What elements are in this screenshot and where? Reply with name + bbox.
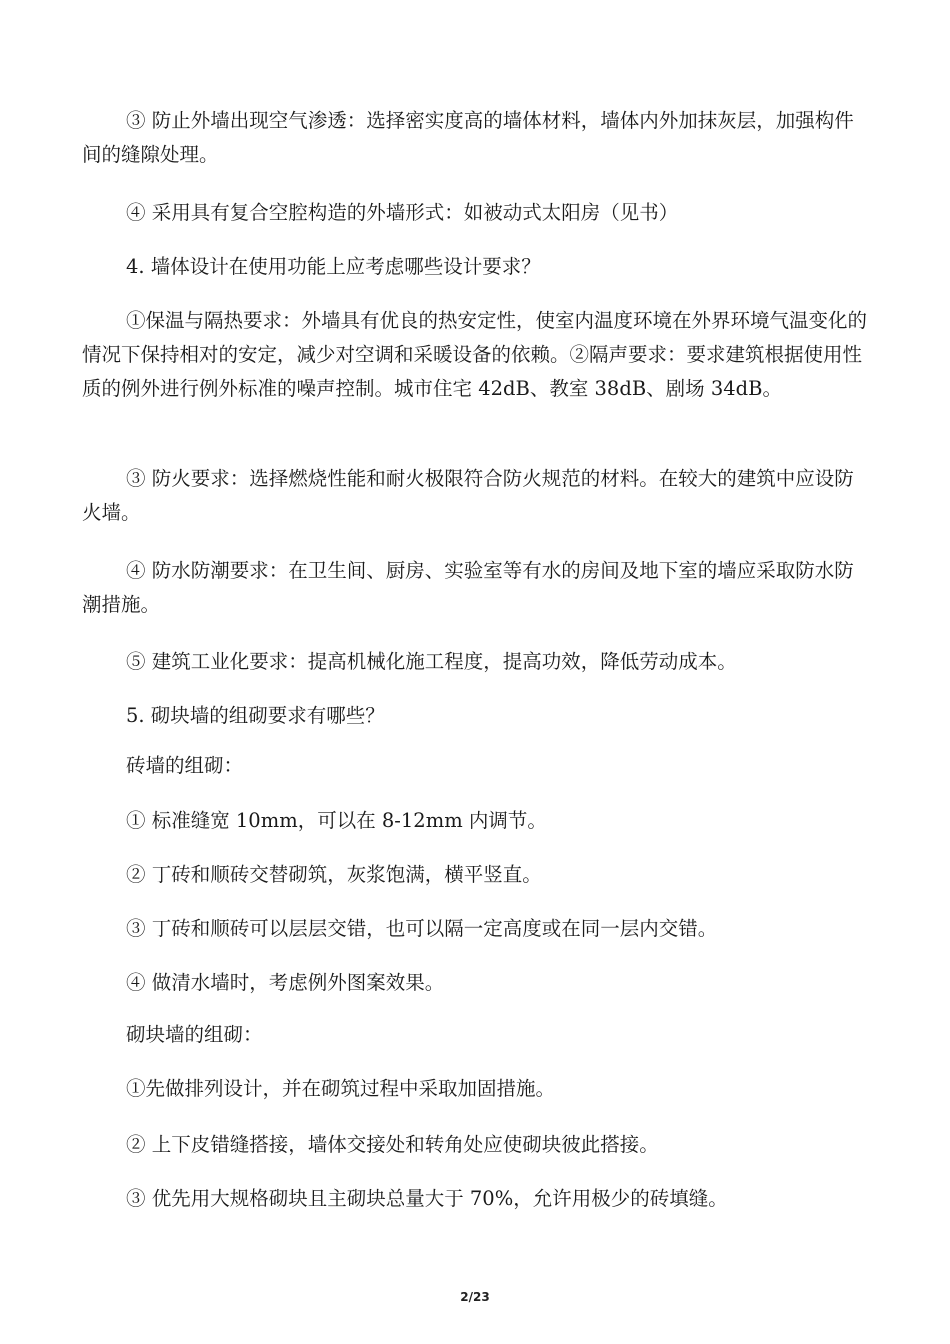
block-rule-2: ② 上下皮错缝搭接，墙体交接处和转角处应使砌块彼此搭接。 [126, 1133, 659, 1156]
paragraph-waterproof: ④ 防水防潮要求：在卫生间、厨房、实验室等有水的房间及地下室的墙应采取防水防潮措施。 [82, 559, 854, 616]
brick-rule-3: ③ 丁砖和顺砖可以层层交错，也可以隔一定高度或在同一层内交错。 [126, 917, 718, 940]
paragraph-insulation-soundproof: ①保温与隔热要求：外墙具有优良的热安定性，使室内温度环境在外界环境气温变化的情况下保持相对的安定，减少对空调和采暖设备的依赖。②隔声要求：要求建筑根据使用性质的例外进行例外标准的噪声控制。城市住宅 42dB、教室 38dB、剧场 34dB。 [82, 309, 868, 400]
brick-rule-2: ② 丁砖和顺砖交替砌筑，灰浆饱满，横平竖直。 [126, 863, 542, 886]
paragraph-fire-protection: ③ 防火要求：选择燃烧性能和耐火极限符合防火规范的材料。在较大的建筑中应设防火墙。 [82, 467, 854, 524]
brick-wall-heading: 砖墙的组砌： [126, 754, 244, 777]
block-rule-1: ①先做排列设计，并在砌筑过程中采取加固措施。 [126, 1077, 556, 1100]
paragraph-air-infiltration: ③ 防止外墙出现空气渗透：选择密实度高的墙体材料，墙体内外加抹灰层，加强构件间的缝隙处理。 [82, 109, 854, 166]
page-number: 2/23 [460, 1290, 490, 1304]
paragraph-composite-cavity-wall: ④ 采用具有复合空腔构造的外墙形式：如被动式太阳房（见书） [126, 201, 679, 224]
question-4-heading: 4. 墙体设计在使用功能上应考虑哪些设计要求？ [126, 255, 541, 278]
paragraph-industrialization: ⑤ 建筑工业化要求：提高机械化施工程度，提高功效，降低劳动成本。 [126, 650, 737, 673]
brick-rule-1: ① 标准缝宽 10mm，可以在 8-12mm 内调节。 [126, 809, 547, 832]
block-wall-heading: 砌块墙的组砌： [126, 1023, 263, 1046]
question-5-heading: 5. 砌块墙的组砌要求有哪些？ [126, 704, 385, 727]
block-rule-3: ③ 优先用大规格砌块且主砌块总量大于 70%，允许用极少的砖填缝。 [126, 1187, 728, 1210]
brick-rule-4: ④ 做清水墙时，考虑例外图案效果。 [126, 971, 445, 994]
